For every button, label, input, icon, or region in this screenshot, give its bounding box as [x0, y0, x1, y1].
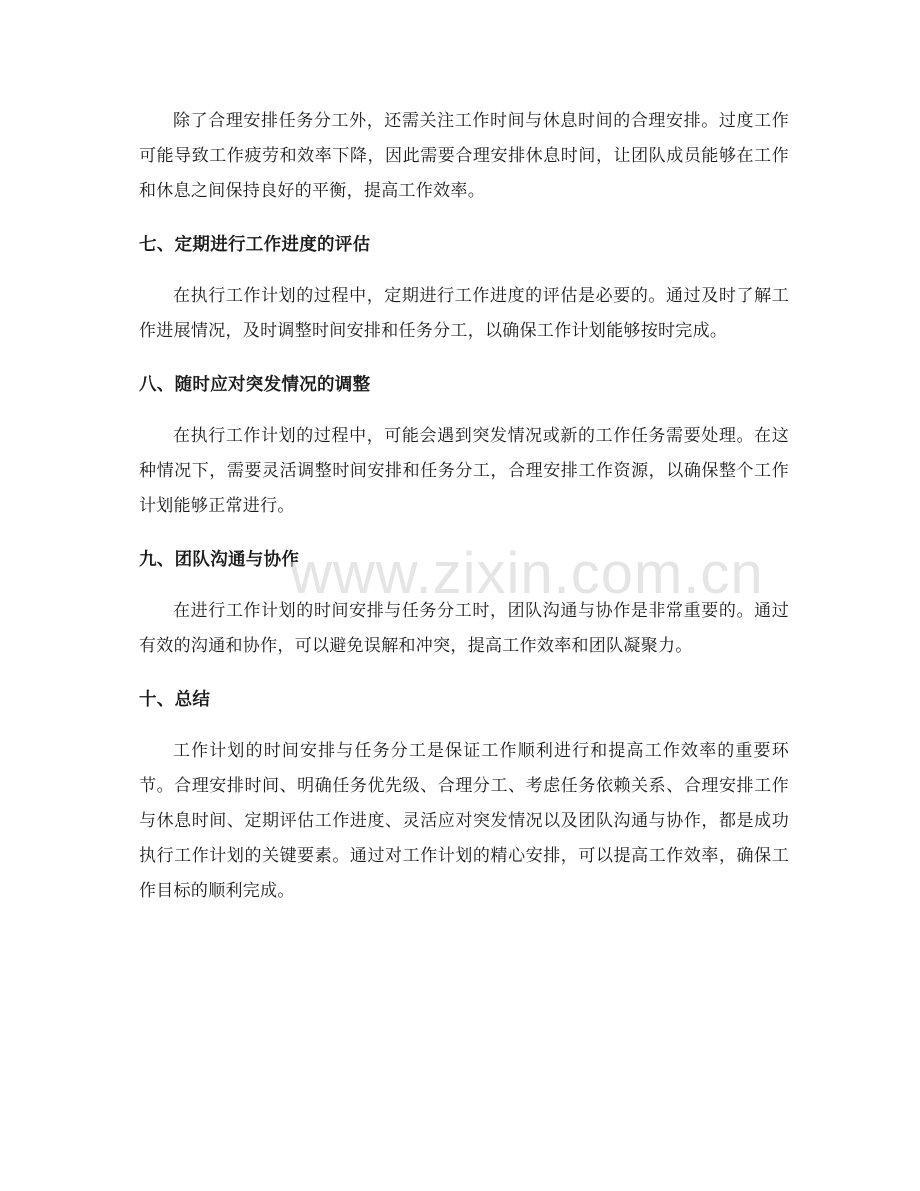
- section-heading-10: 十、总结: [139, 690, 211, 710]
- section-body-7: 在执行工作计划的过程中，定期进行工作进度的评估是必要的。通过及时了解工作进展情况，及时调整时间安排和任务分工，以确保工作计划能够按时完成。: [139, 286, 789, 341]
- spacer: [139, 578, 789, 594]
- section-heading-9: 九、团队沟通与协作: [139, 550, 300, 570]
- spacer: [139, 718, 789, 734]
- spacer: [139, 209, 789, 228]
- section-heading-8: 八、随时应对突发情况的调整: [139, 375, 371, 395]
- document-body: [139, 104, 789, 909]
- spacer: [139, 524, 789, 543]
- spacer: [139, 664, 789, 683]
- section-body-8: 在执行工作计划的过程中，可能会遇到突发情况或新的工作任务需要处理。在这种情况下，需要灵活调整时间安排和任务分工，合理安排工作资源，以确保整个工作计划能够正常进行。: [139, 426, 789, 516]
- section-body-9: 在进行工作计划的时间安排与任务分工时，团队沟通与协作是非常重要的。通过有效的沟通和协作，可以避免误解和冲突，提高工作效率和团队凝聚力。: [139, 601, 789, 656]
- spacer: [139, 263, 789, 279]
- section-heading-7: 七、定期进行工作进度的评估: [139, 235, 371, 255]
- watermark-text: www.zixin.com.cn: [290, 541, 764, 606]
- intro-paragraph: 除了合理安排任务分工外，还需关注工作时间与休息时间的合理安排。过度工作可能导致工作疲劳和效率下降，因此需要合理安排休息时间，让团队成员能够在工作和休息之间保持良好的平衡，提高工作效率。: [139, 111, 789, 201]
- spacer: [139, 349, 789, 368]
- spacer: [139, 403, 789, 419]
- section-body-10: 工作计划的时间安排与任务分工是保证工作顺利进行和提高工作效率的重要环节。合理安排时间、明确任务优先级、合理分工、考虑任务依赖关系、合理安排工作与休息时间、定期评估工作进度、灵活应对突发情况以及团队沟通与协作，都是成功执行工作计划的关键要素。通过对工作计划的精心安排，可以提高工作效率，确保工作目标的顺利完成。: [139, 741, 789, 901]
